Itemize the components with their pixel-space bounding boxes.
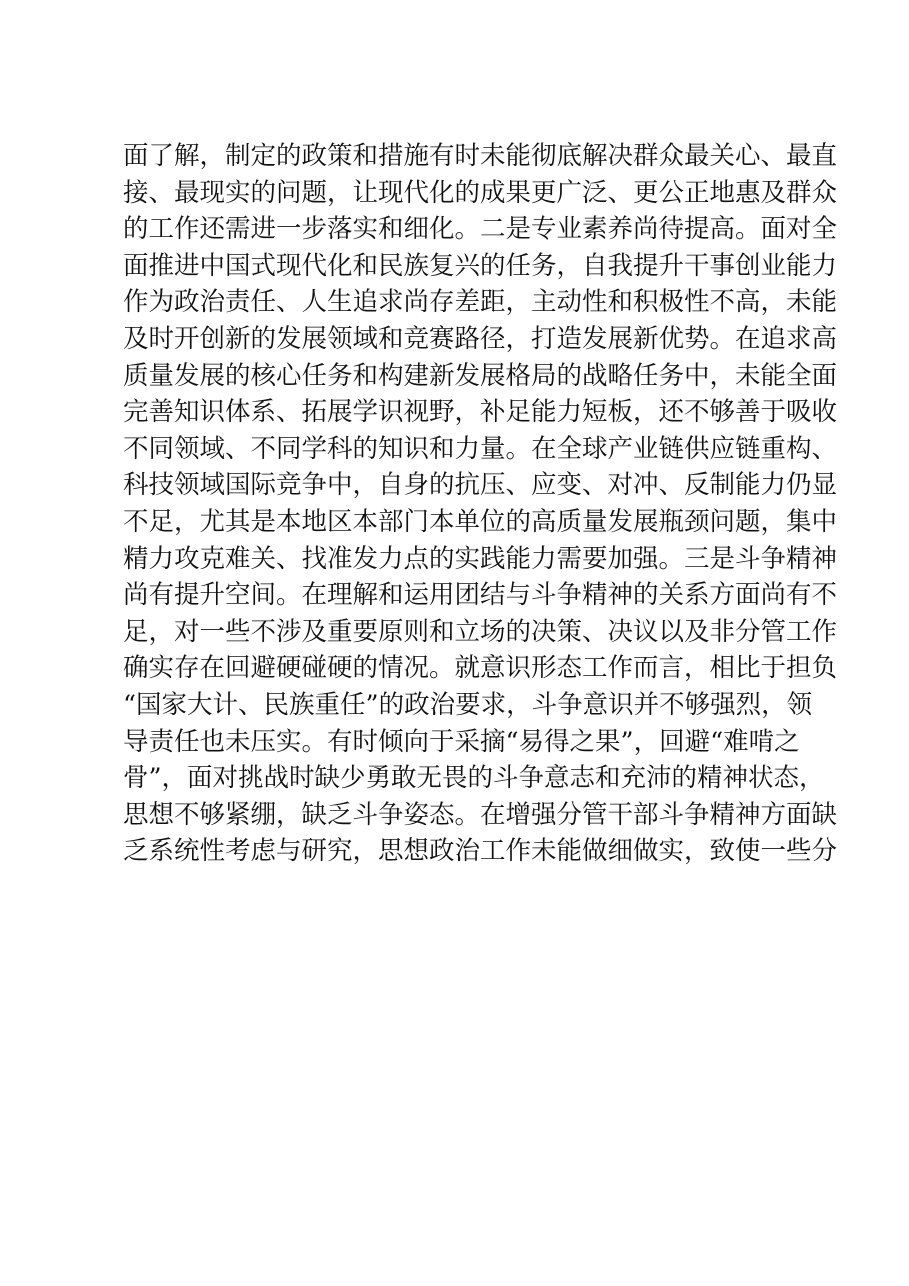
- text-line: 不同领域、不同学科的知识和力量。在全球产业链供应链重构、: [123, 433, 838, 464]
- text-line: 完善知识体系、拓展学识视野，补足能力短板，还不够善于吸收: [123, 397, 838, 428]
- text-line: 乏系统性考虑与研究，思想政治工作未能做细做实，致使一些分: [123, 836, 838, 867]
- text-line: 骨”，面对挑战时缺少勇敢无畏的斗争意志和充沛的精神状态，: [123, 763, 825, 794]
- text-line: 足，对一些不涉及重要原则和立场的决策、决议以及非分管工作: [123, 616, 838, 647]
- text-line: “国家大计、民族重任”的政治要求，斗争意识并不够强烈，领: [123, 689, 813, 720]
- text-line: 面了解，制定的政策和措施有时未能彻底解决群众最关心、最直: [123, 141, 838, 171]
- text-line: 思想不够紧绷，缺乏斗争姿态。在增强分管干部斗争精神方面缺: [123, 799, 838, 830]
- body-text: [123, 138, 838, 870]
- text-line: 接、最现实的问题，让现代化的成果更广泛、更公正地惠及群众: [123, 177, 838, 208]
- text-line: 作为政治责任、人生追求尚存差距，主动性和积极性不高，未能: [123, 287, 838, 318]
- text-line: 精力攻克难关、找准发力点的实践能力需要加强。三是斗争精神: [123, 543, 838, 574]
- text-line: 质量发展的核心任务和构建新发展格局的战略任务中，未能全面: [123, 360, 838, 391]
- text-line: 面推进中国式现代化和民族复兴的任务，自我提升干事创业能力: [123, 250, 838, 281]
- text-line: 的工作还需进一步落实和细化。二是专业素养尚待提高。面对全: [123, 214, 838, 245]
- text-line: 不足，尤其是本地区本部门本单位的高质量发展瓶颈问题，集中: [123, 506, 838, 537]
- text-line: 及时开创新的发展领域和竞赛路径，打造发展新优势。在追求高: [123, 323, 838, 354]
- text-line: 科技领域国际竞争中，自身的抗压、应变、对冲、反制能力仍显: [123, 470, 838, 501]
- text-line: 确实存在回避硬碰硬的情况。就意识形态工作而言，相比于担负: [123, 653, 838, 684]
- text-line: 导责任也未压实。有时倾向于采摘“易得之果”，回避“难啃之: [123, 726, 800, 757]
- text-line: 尚有提升空间。在理解和运用团结与斗争精神的关系方面尚有不: [123, 580, 838, 611]
